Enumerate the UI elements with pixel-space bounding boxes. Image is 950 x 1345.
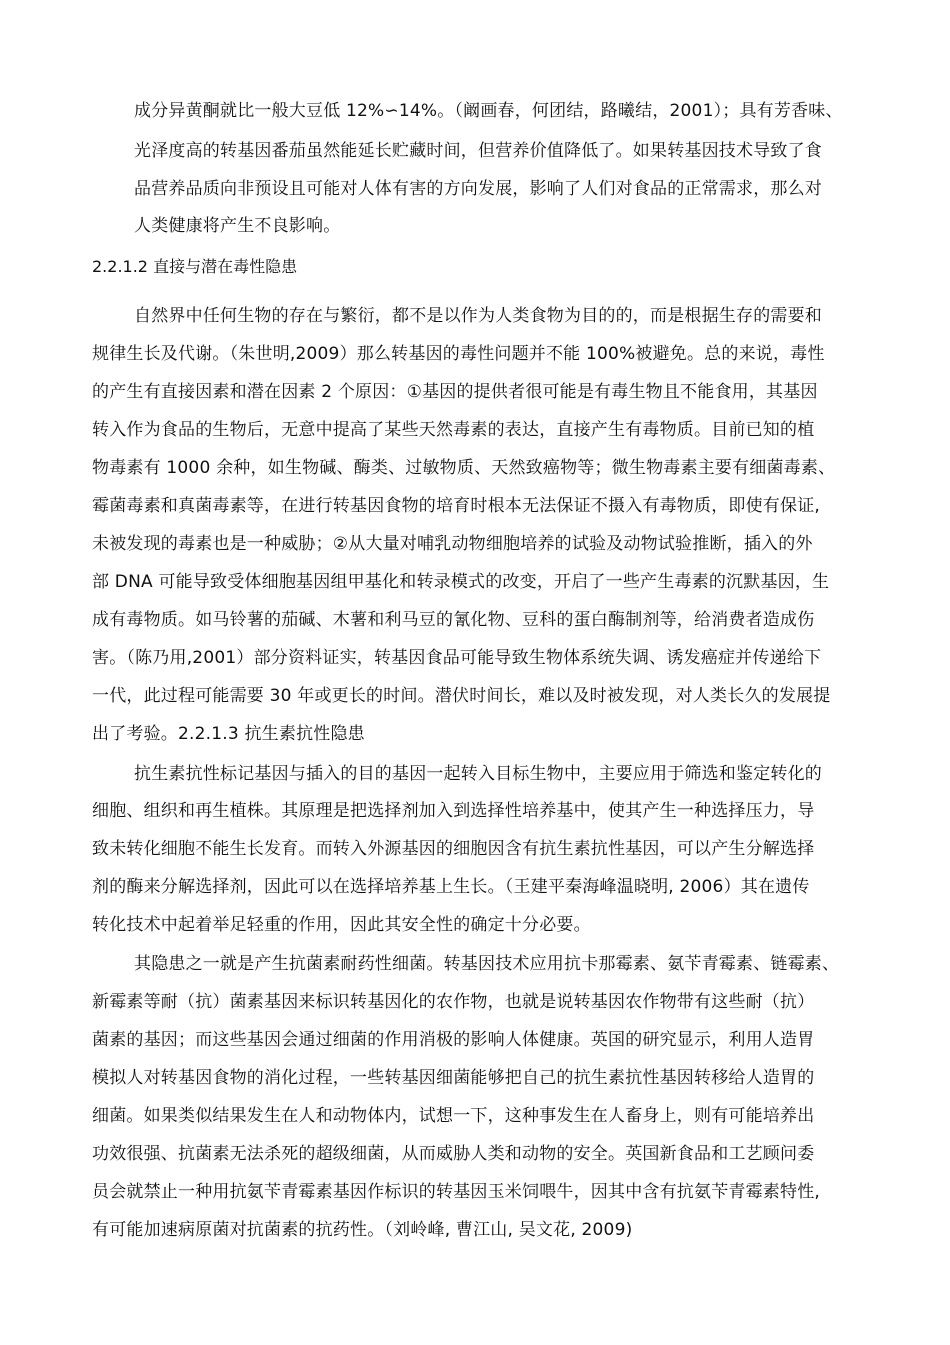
paragraph-line: 一代，此过程可能需要 30 年或更长的时间。潜伏时间长，难以及时被发现，对人类长久的发展提 (92, 686, 831, 706)
paragraph-line: 抗生素抗性标记基因与插入的目的基因一起转入目标生物中，主要应用于筛选和鉴定转化的 (134, 764, 822, 784)
paragraph-line: 转入作为食品的生物后，无意中提高了某些天然毒素的表达，直接产生有毒物质。目前已知的植 (92, 420, 815, 440)
paragraph-line: 剂的酶来分解选择剂，因此可以在选择培养基上生长。（王建平秦海峰温晓明, 2006）其在遗传 (92, 877, 810, 897)
paragraph-line: 光泽度高的转基因番茄虽然能延长贮藏时间，但营养价值降低了。如果转基因技术导致了食 (134, 141, 822, 161)
paragraph-line: 害。（陈乃用,2001）部分资料证实，转基因食品可能导致生物体系统失调、诱发癌症并传递给下 (92, 648, 822, 668)
paragraph-line: 员会就禁止一种用抗氨苄青霉素基因作标识的转基因玉米饲喂牛，因其中含有抗氨苄青霉素特性, (92, 1182, 821, 1202)
paragraph-line: 霉菌毒素和真菌毒素等，在进行转基因食物的培育时根本无法保证不摄入有毒物质，即使有保证, (92, 496, 821, 516)
paragraph-line: 部 DNA 可能导致受体细胞基因组甲基化和转录模式的改变，开启了一些产生毒素的沉默基因，生 (92, 572, 830, 592)
paragraph-line: 新霉素等耐（抗）菌素基因来标识转基因化的农作物，也就是说转基因农作物带有这些耐（抗） (92, 992, 815, 1012)
paragraph-line: 其隐患之一就是产生抗菌素耐药性细菌。转基因技术应用抗卡那霉素、氨苄青霉素、链霉素、 (134, 954, 840, 974)
paragraph-line: 的产生有直接因素和潜在因素 2 个原因：①基因的提供者很可能是有毒生物且不能食用，其基因 (92, 382, 818, 402)
paragraph-line: 有可能加速病原菌对抗菌素的抗药性。（刘岭峰, 曹江山, 吴文花, 2009) (92, 1220, 633, 1240)
paragraph-line: 致未转化细胞不能生长发育。而转入外源基因的细胞因含有抗生素抗性基因，可以产生分解选择 (92, 839, 815, 859)
paragraph-line: 出了考验。2.2.1.3 抗生素抗性隐患 (92, 724, 365, 744)
section-heading: 2.2.1.2 直接与潜在毒性隐患 (92, 257, 298, 276)
paragraph-line: 模拟人对转基因食物的消化过程，一些转基因细菌能够把自己的抗生素抗性基因转移给人造胃的 (92, 1068, 815, 1088)
paragraph-line: 品营养品质向非预设且可能对人体有害的方向发展，影响了人们对食品的正常需求，那么对 (134, 179, 822, 199)
paragraph-line: 未被发现的毒素也是一种威胁；②从大量对哺乳动物细胞培养的试验及动物试验推断，插入的外 (92, 534, 813, 554)
paragraph-line: 物毒素有 1000 余种，如生物碱、酶类、过敏物质、天然致癌物等；微生物毒素主要有细菌毒素、 (92, 458, 836, 478)
paragraph-line: 菌素的基因；而这些基因会通过细菌的作用消极的影响人体健康。英国的研究显示，利用人造胃 (92, 1030, 815, 1050)
paragraph-line: 转化技术中起着举足轻重的作用，因此其安全性的确定十分必要。 (92, 915, 591, 935)
paragraph-line: 自然界中任何生物的存在与繁衍，都不是以作为人类食物为目的的，而是根据生存的需要和 (134, 306, 822, 326)
paragraph-line: 成分异黄酮就比一般大豆低 12%∽14%。（阚画春，何团结，路曦结，2001）；具有芳香味、 (134, 101, 843, 121)
paragraph-line: 成有毒物质。如马铃薯的茄碱、木薯和利马豆的氰化物、豆科的蛋白酶制剂等，给消费者造成伤 (92, 610, 815, 630)
paragraph-line: 细胞、组织和再生植株。其原理是把选择剂加入到选择性培养基中，使其产生一种选择压力，导 (92, 801, 815, 821)
paragraph-line: 细菌。如果类似结果发生在人和动物体内，试想一下，这种事发生在人畜身上，则有可能培养出 (92, 1106, 815, 1126)
paragraph-line: 规律生长及代谢。（朱世明,2009）那么转基因的毒性问题并不能 100%被避免。总的来说，毒性 (92, 344, 825, 364)
paragraph-line: 功效很强、抗菌素无法杀死的超级细菌，从而威胁人类和动物的安全。英国新食品和工艺顾问委 (92, 1144, 815, 1164)
paragraph-line: 人类健康将产生不良影响。 (134, 216, 341, 236)
